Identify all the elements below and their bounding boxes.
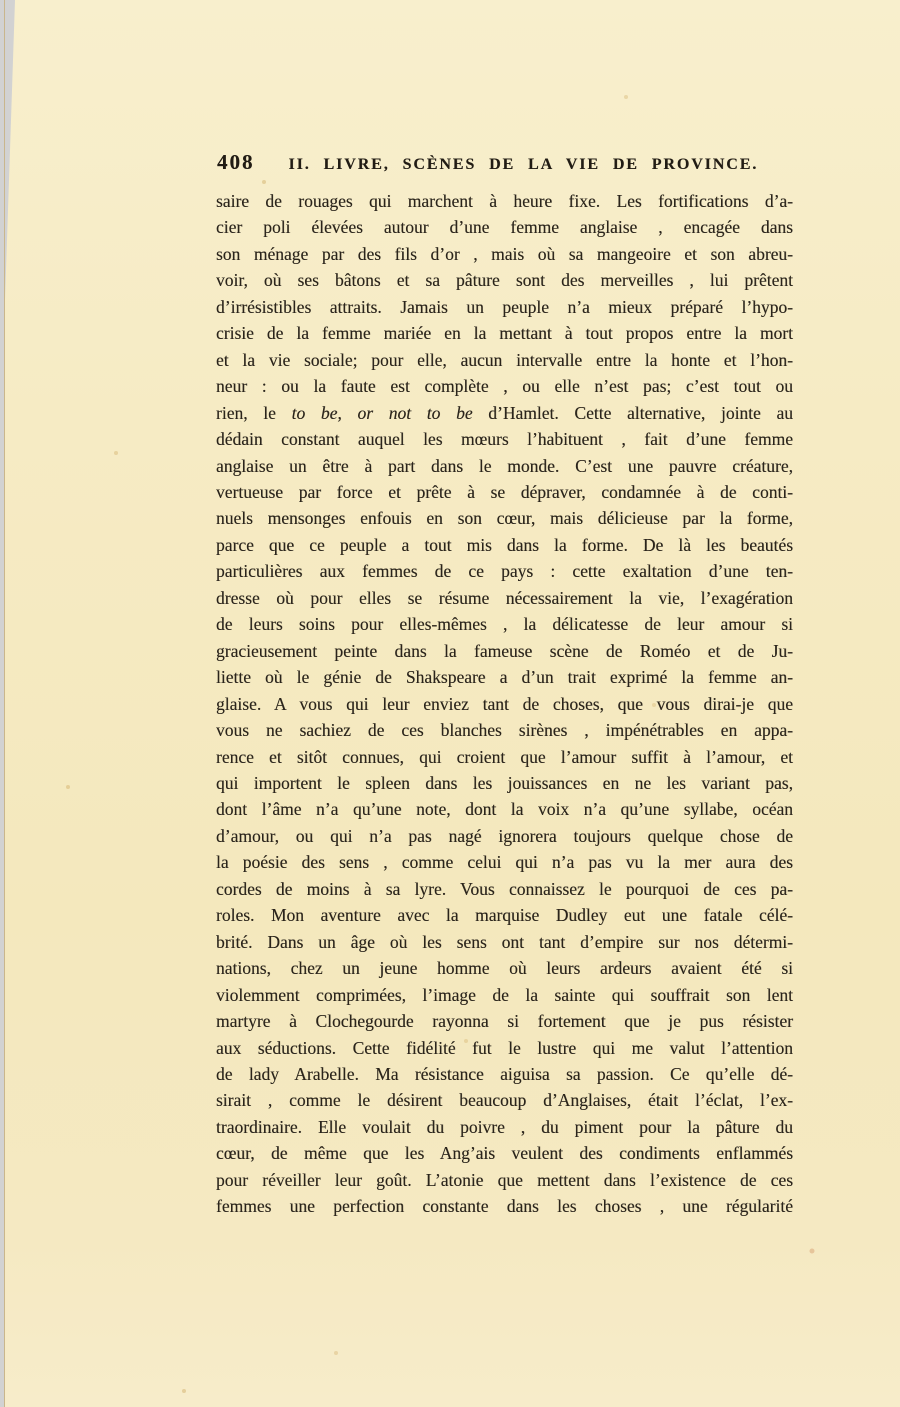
page-header [217, 150, 794, 175]
text-line: dédain constant auquel les mœurs l’habituent , fait d’une femme [216, 429, 793, 450]
text-line: traordinaire. Elle voulait du poivre , du piment pour la pâture du [216, 1116, 793, 1137]
text-line: d’amour, ou qui n’a pas nagé ignorera toujours quelque chose de [216, 825, 793, 846]
text-line: qui importent le spleen dans les jouissances en ne les variant pas, [216, 772, 793, 793]
text-line: dresse où pour elles se résume nécessairement la vie, l’exagération [216, 587, 793, 608]
text-line: parce que ce peuple a tout mis dans la forme. De là les beautés [216, 534, 793, 555]
text-line: rence et sitôt connues, qui croient que l’amour suffit à l’amour, et [216, 746, 793, 767]
text-line: brité. Dans un âge où les sens ont tant d’empire sur nos détermi- [216, 931, 793, 952]
text-line: glaise. A vous qui leur enviez tant de choses, que vous dirai-je que [216, 693, 793, 714]
text-line: vertueuse par force et prête à se dépraver, condamnée à de conti- [216, 481, 793, 502]
text-line: voir, où ses bâtons et sa pâture sont des merveilles , lui prêtent [216, 270, 793, 291]
text-line: pour réveiller leur goût. L’atonie que mettent dans l’existence de ces [216, 1169, 793, 1190]
text-line: martyre à Clochegourde rayonna si fortement que je pus résister [216, 1011, 793, 1032]
text-line: de leurs soins pour elles-mêmes , la délicatesse de leur amour si [216, 614, 793, 635]
running-title: II. LIVRE, SCÈNES DE LA VIE DE PROVINCE. [288, 156, 759, 173]
text-line: crisie de la femme mariée en la mettant à tout propos entre la mort [216, 323, 793, 344]
text-line: cier poli élevées autour d’une femme anglaise , encagée dans [216, 217, 793, 238]
text-line: neur : ou la faute est complète , ou elle n’est pas; c’est tout ou [216, 376, 793, 397]
page-number: 408 [217, 150, 255, 174]
text-line: violemment comprimées, l’image de la sainte qui souffrait son lent [216, 984, 793, 1005]
text-line: nuels mensonges enfouis en son cœur, mais délicieuse par la forme, [216, 508, 793, 529]
text-line: particulières aux femmes de ce pays : cette exaltation d’une ten- [216, 561, 793, 582]
text-line: cœur, de même que les Ang’ais veulent des condiments enflammés [216, 1143, 793, 1164]
text-line: son ménage par des fils d’or , mais où sa mangeoire et son abreu- [216, 243, 793, 264]
text-line: femmes une perfection constante dans les choses , une régularité [216, 1196, 793, 1217]
body-text [216, 188, 793, 1220]
text-line: d’irrésistibles attraits. Jamais un peuple n’a mieux préparé l’hypo- [216, 296, 793, 317]
text-line: rien, le to be, or not to be d’Hamlet. Cette alternative, jointe au [216, 402, 794, 423]
text-line: gracieusement peinte dans la fameuse scène de Roméo et de Ju- [216, 640, 793, 661]
text-line: la poésie des sens , comme celui qui n’a pas vu la mer aura des [216, 852, 793, 873]
text-line: cordes de moins à sa lyre. Vous connaissez le pourquoi de ces pa- [216, 878, 793, 899]
text-line: dont l’âme n’a qu’une note, dont la voix n’a qu’une syllabe, océan [216, 799, 793, 820]
text-line: saire de rouages qui marchent à heure fixe. Les fortifications d’a- [216, 191, 793, 211]
text-line: roles. Mon aventure avec la marquise Dudley eut une fatale célé- [216, 905, 793, 926]
text-line: sirait , comme le désirent beaucoup d’Anglaises, était l’éclat, l’ex- [216, 1090, 793, 1111]
text-line: vous ne sachiez de ces blanches sirènes , impénétrables en appa- [216, 720, 793, 741]
text-line: nations, chez un jeune homme où leurs ardeurs avaient été si [216, 958, 793, 979]
text-line: liette où le génie de Shakspeare a d’un trait exprimé la femme an- [216, 667, 793, 688]
text-line: anglaise un être à part dans le monde. C’est une pauvre créature, [216, 455, 793, 476]
text-line: et la vie sociale; pour elle, aucun intervalle entre la honte et l’hon- [216, 349, 793, 370]
paper [4, 0, 900, 1407]
text-line: de lady Arabelle. Ma résistance aiguisa sa passion. Ce qu’elle dé- [216, 1063, 793, 1084]
text-line: aux séductions. Cette fidélité fut le lustre qui me valut l’attention [216, 1037, 793, 1058]
